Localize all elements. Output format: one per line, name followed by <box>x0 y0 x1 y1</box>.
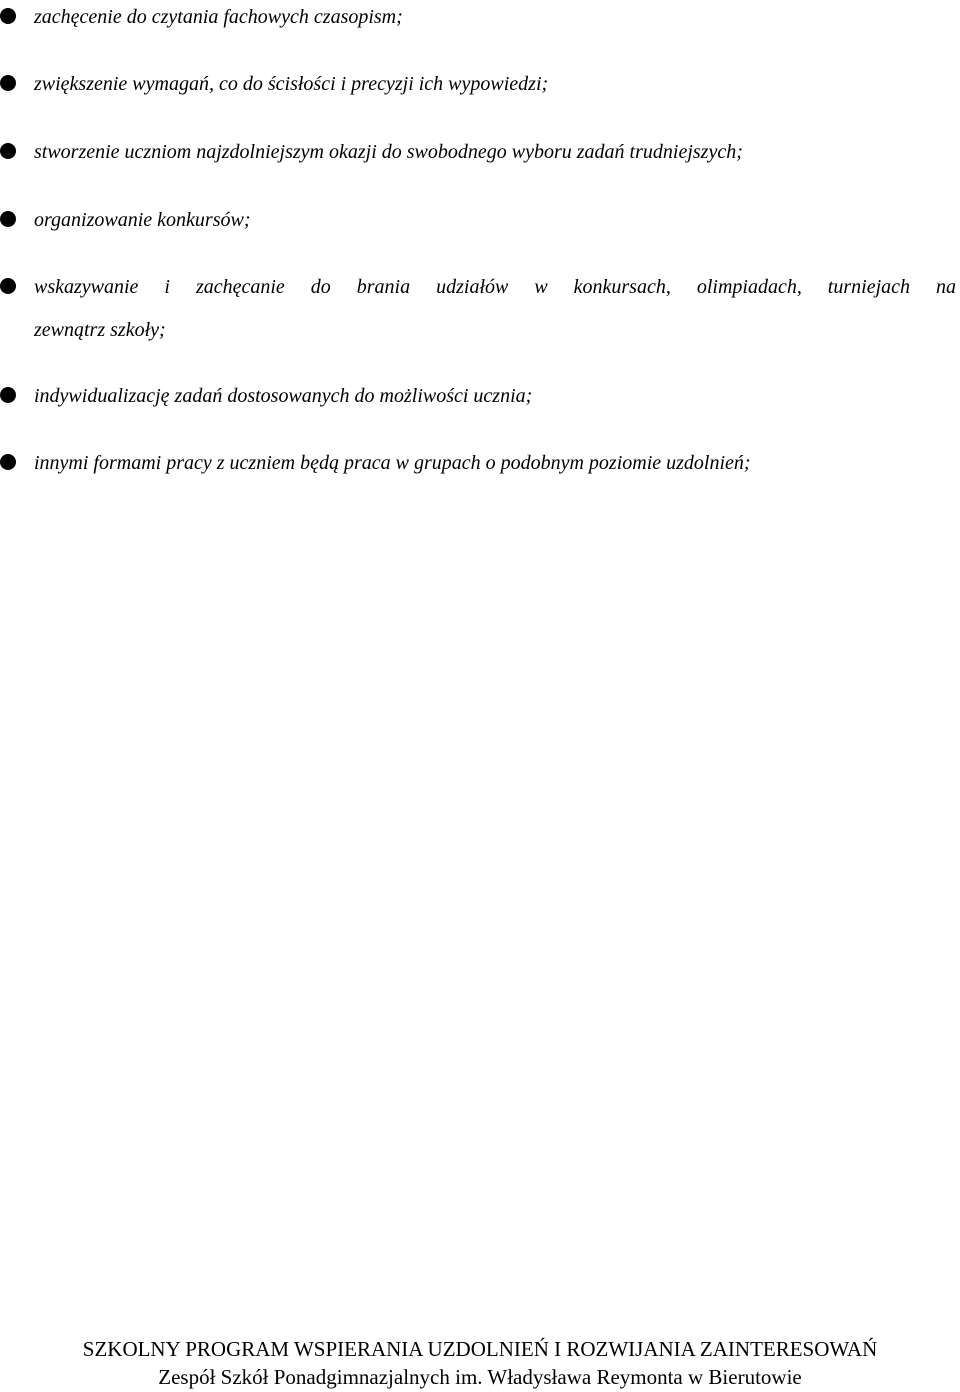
bullet-icon <box>0 454 16 470</box>
bullet-icon <box>0 387 16 403</box>
list-item-text: zwiększenie wymagań, co do ścisłości i precyzji ich wypowiedzi; <box>34 73 549 95</box>
bullet-icon <box>0 278 16 294</box>
list-item-text: zachęcenie do czytania fachowych czasopism; <box>34 6 403 28</box>
bullet-icon <box>0 143 16 159</box>
footer-school: Zespół Szkół Ponadgimnazjalnych im. Władysława Reymonta w Bierutowie <box>158 1365 802 1389</box>
bullet-icon <box>0 8 16 24</box>
bullet-icon <box>0 211 16 227</box>
list-item-continuation: zewnątrz szkoły; <box>34 319 166 341</box>
bullet-icon <box>0 75 16 91</box>
footer-title: SZKOLNY PROGRAM WSPIERANIA UZDOLNIEŃ I ROZWIJANIA ZAINTERESOWAŃ <box>82 1337 878 1361</box>
list-item-text: stworzenie uczniom najzdolniejszym okazji do swobodnego wyboru zadań trudniejszych; <box>34 141 743 163</box>
list-item-text: organizowanie konkursów; <box>34 209 251 231</box>
list-item-text: indywidualizację zadań dostosowanych do możliwości ucznia; <box>34 385 533 407</box>
list-item-text: innymi formami pracy z uczniem będą praca w grupach o podobnym poziomie uzdolnień; <box>34 452 751 474</box>
list-item-text: wskazywanie i zachęcanie do brania udziałów w konkursach, olimpiadach, turniejach na <box>34 276 956 298</box>
